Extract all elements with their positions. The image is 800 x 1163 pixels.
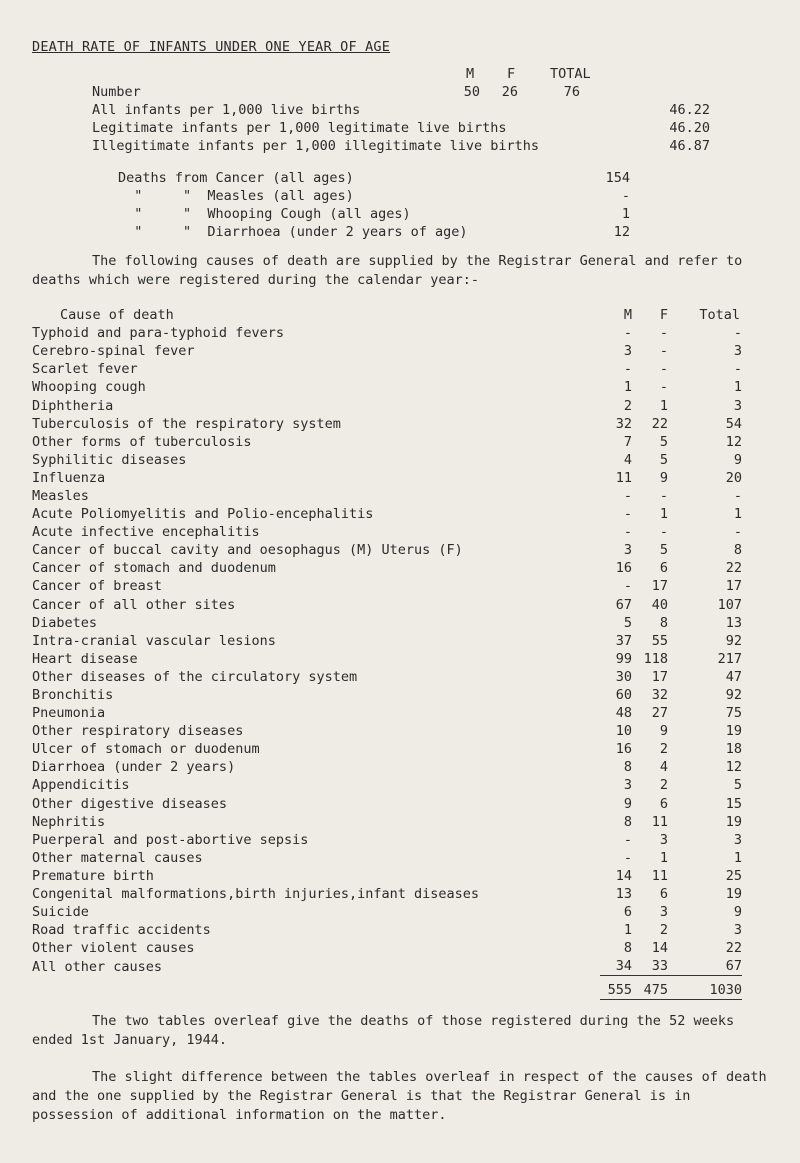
m-cell: 37 [615,632,632,649]
total-cell: 75 [725,705,742,722]
f-cell: 5 [659,433,668,450]
table-row [32,396,742,414]
total-cell: 22 [725,560,742,577]
total-cell: 13 [725,614,742,631]
table-row [32,704,742,722]
table-row [32,360,742,378]
table-row [32,324,742,342]
m-cell: 8 [623,759,632,776]
infants-number-f: 26 [501,84,518,100]
f-cell: - [659,325,668,342]
f-cell: 2 [659,922,668,939]
f-cell: 9 [659,469,668,486]
total-cell: 9 [733,451,742,468]
rate-label: All infants per 1,000 live births [92,102,361,118]
cause-cell: Bronchitis [32,687,114,704]
table-row [32,523,742,541]
total-cell: 19 [725,886,742,903]
m-cell: 67 [615,596,632,613]
table-row [32,686,742,704]
f-cell: 33 [632,957,668,976]
m-cell: 1 [623,379,632,396]
f-cell: 6 [659,886,668,903]
header-f: F [659,307,668,324]
total-cell: 15 [725,795,742,812]
f-cell: 14 [651,940,668,957]
table-row [32,831,742,849]
total-f: 475 [632,976,668,999]
cause-cell: Tuberculosis of the respiratory system [32,415,341,432]
total-cell: - [733,361,742,378]
cause-cell: Road traffic accidents [32,922,211,939]
total-cell: 8 [733,542,742,559]
table-row [32,614,742,632]
m-cell: - [623,831,632,848]
cause-cell: Suicide [32,904,89,921]
m-cell: 34 [600,957,632,976]
rate-value: 46.22 [669,102,710,118]
total-all: 1030 [668,976,742,999]
f-cell: - [659,343,668,360]
f-cell: 1 [659,397,668,414]
total-cell: 1 [733,849,742,866]
total-cell: 18 [725,741,742,758]
total-cell: 47 [725,668,742,685]
total-cell: 12 [725,433,742,450]
total-cell: 107 [717,596,742,613]
cause-cell: All other causes [32,958,163,975]
table-row [32,957,742,976]
m-cell: 8 [623,940,632,957]
m-cell: - [623,849,632,866]
cause-cell: Cancer of stomach and duodenum [32,560,276,577]
total-cell: 25 [725,867,742,884]
total-cell: 9 [733,904,742,921]
m-cell: 3 [623,343,632,360]
cause-cell: Syphilitic diseases [32,451,187,468]
header-m: M [623,307,632,324]
table-row [32,451,742,469]
m-cell: 3 [623,542,632,559]
total-cell: 1 [733,506,742,523]
deaths-from-value: - [621,188,630,204]
cause-cell: Influenza [32,469,106,486]
infants-number-label: Number [92,84,141,100]
m-cell: 2 [623,397,632,414]
m-cell: - [623,361,632,378]
infants-col-total: TOTAL [550,66,591,82]
paragraph-difference: The slight difference between the tables overleaf in respect of the causes of death and the one supplied by the Registrar General is that the Registrar General is in possession of additional information on the matter. [32,1069,767,1123]
f-cell: 55 [651,632,668,649]
m-cell: - [623,325,632,342]
table-row [32,849,742,867]
table-row [32,758,742,776]
table-row [32,795,742,813]
header-cause: Cause of death [60,307,174,324]
f-cell: 1 [659,506,668,523]
cause-cell: Other maternal causes [32,849,203,866]
table-row [32,541,742,559]
cause-cell: Nephritis [32,813,106,830]
cause-cell: Cancer of breast [32,578,163,595]
table-row [32,577,742,595]
m-cell: 9 [623,795,632,812]
cause-cell: Congenital malformations,birth injuries,infant diseases [32,886,480,903]
table-row [32,596,742,614]
m-cell: 6 [623,904,632,921]
deaths-from-label: Deaths from Cancer (all ages) [118,170,354,186]
f-cell: 27 [651,705,668,722]
table-row [32,722,742,740]
f-cell: 11 [651,813,668,830]
table-row [32,505,742,523]
cause-cell: Other violent causes [32,940,195,957]
header-total: Total [699,307,740,324]
total-cell: 67 [668,957,742,976]
cause-cell: Typhoid and para-typhoid fevers [32,325,284,342]
total-cell: 92 [725,687,742,704]
f-cell: 6 [659,795,668,812]
total-cell: 3 [733,831,742,848]
f-cell: 5 [659,542,668,559]
total-cell: - [733,325,742,342]
infants-col-f: F [507,66,516,82]
cause-cell: Cerebro-spinal fever [32,343,195,360]
total-cell: - [733,487,742,504]
paragraph-two-tables: The two tables overleaf give the deaths of those registered during the 52 weeks ended 1st January, 1944. [32,1013,735,1048]
deaths-from-label: " " Whooping Cough (all ages) [118,206,411,222]
table-row [32,487,742,505]
f-cell: 2 [659,777,668,794]
total-cell: 1 [733,379,742,396]
total-cell: 3 [733,397,742,414]
deaths-from-value: 12 [613,224,630,240]
total-cell: - [733,524,742,541]
f-cell: 32 [651,687,668,704]
m-cell: 1 [623,922,632,939]
f-cell: 3 [659,904,668,921]
cause-cell: Acute infective encephalitis [32,524,260,541]
total-cell: 217 [717,650,742,667]
cause-cell: Appendicitis [32,777,130,794]
m-cell: - [623,578,632,595]
cause-cell: Pneumonia [32,705,106,722]
total-cell: 20 [725,469,742,486]
cause-cell: Other digestive diseases [32,795,228,812]
m-cell: 11 [615,469,632,486]
total-cell: 3 [733,922,742,939]
cause-cell: Premature birth [32,867,154,884]
total-cell: 17 [725,578,742,595]
infants-col-m: M [466,66,475,82]
deaths-from-value: 154 [605,170,630,186]
totals-row [32,976,742,999]
f-cell: 118 [643,650,668,667]
table-row [32,921,742,939]
f-cell: - [659,361,668,378]
table-row [32,939,742,957]
total-cell: 22 [725,940,742,957]
f-cell: 4 [659,759,668,776]
m-cell: 32 [615,415,632,432]
table-row [32,813,742,831]
f-cell: 22 [651,415,668,432]
table-row [32,885,742,903]
m-cell: 16 [615,560,632,577]
f-cell: 9 [659,723,668,740]
infants-number-total: 76 [563,84,580,100]
table-row [32,559,742,577]
f-cell: 8 [659,614,668,631]
rate-label: Legitimate infants per 1,000 legitimate live births [92,120,507,136]
cause-cell: Measles [32,487,89,504]
cause-cell: Other diseases of the circulatory system [32,668,358,685]
infants-number-m: 50 [463,84,480,100]
total-cell: 3 [733,343,742,360]
total-cell: 5 [733,777,742,794]
deaths-from-label: " " Diarrhoea (under 2 years of age) [118,224,468,240]
totals-label [32,976,600,999]
cause-cell: Scarlet fever [32,361,138,378]
f-cell: 17 [651,668,668,685]
m-cell: 8 [623,813,632,830]
f-cell: 17 [651,578,668,595]
table-row [32,740,742,758]
m-cell: 14 [615,867,632,884]
table-row [32,867,742,885]
table-row [32,433,742,451]
m-cell: 3 [623,777,632,794]
f-cell: - [659,524,668,541]
deaths-from-label: " " Measles (all ages) [118,188,354,204]
table-row [32,469,742,487]
m-cell: 60 [615,687,632,704]
m-cell: 48 [615,705,632,722]
cause-cell: Whooping cough [32,379,146,396]
table-row [32,378,742,396]
table-row [32,650,742,668]
m-cell: 13 [615,886,632,903]
total-cell: 54 [725,415,742,432]
m-cell: 5 [623,614,632,631]
m-cell: 7 [623,433,632,450]
m-cell: 30 [615,668,632,685]
table-row [32,776,742,794]
table-row [32,668,742,686]
m-cell: 10 [615,723,632,740]
cause-cell: Cancer of all other sites [32,596,236,613]
f-cell: 40 [651,596,668,613]
deaths-from-value: 1 [621,206,630,222]
cause-cell: Other forms of tuberculosis [32,433,252,450]
total-m: 555 [600,976,632,999]
causes-of-death-table [32,306,742,1000]
cause-cell: Diarrhoea (under 2 years) [32,759,236,776]
m-cell: - [623,487,632,504]
m-cell: - [623,506,632,523]
total-cell: 19 [725,723,742,740]
table-header-row [32,306,742,324]
cause-cell: Ulcer of stomach or duodenum [32,741,260,758]
cause-cell: Acute Poliomyelitis and Polio-encephalitis [32,506,374,523]
f-cell: 5 [659,451,668,468]
table-row [32,415,742,433]
rate-label: Illegitimate infants per 1,000 illegitimate live births [92,138,540,154]
table-row [32,903,742,921]
total-cell: 12 [725,759,742,776]
page-heading: DEATH RATE OF INFANTS UNDER ONE YEAR OF AGE [32,39,391,55]
total-cell: 92 [725,632,742,649]
table-row [32,342,742,360]
cause-cell: Other respiratory diseases [32,723,244,740]
f-cell: 2 [659,741,668,758]
table-row [32,632,742,650]
f-cell: 6 [659,560,668,577]
intro-paragraph: The following causes of death are supplied by the Registrar General and refer to deaths which were registered during the calendar year:- [32,253,743,288]
cause-cell: Intra-cranial vascular lesions [32,632,276,649]
rate-value: 46.87 [669,138,710,154]
cause-cell: Diabetes [32,614,98,631]
m-cell: 4 [623,451,632,468]
m-cell: 99 [615,650,632,667]
cause-cell: Cancer of buccal cavity and oesophagus (M) Uterus (F) [32,542,463,559]
m-cell: - [623,524,632,541]
f-cell: 3 [659,831,668,848]
f-cell: 11 [651,867,668,884]
rate-value: 46.20 [669,120,710,136]
cause-cell: Puerperal and post-abortive sepsis [32,831,309,848]
total-cell: 19 [725,813,742,830]
cause-cell: Diphtheria [32,397,114,414]
f-cell: - [659,379,668,396]
f-cell: 1 [659,849,668,866]
f-cell: - [659,487,668,504]
cause-cell: Heart disease [32,650,138,667]
m-cell: 16 [615,741,632,758]
